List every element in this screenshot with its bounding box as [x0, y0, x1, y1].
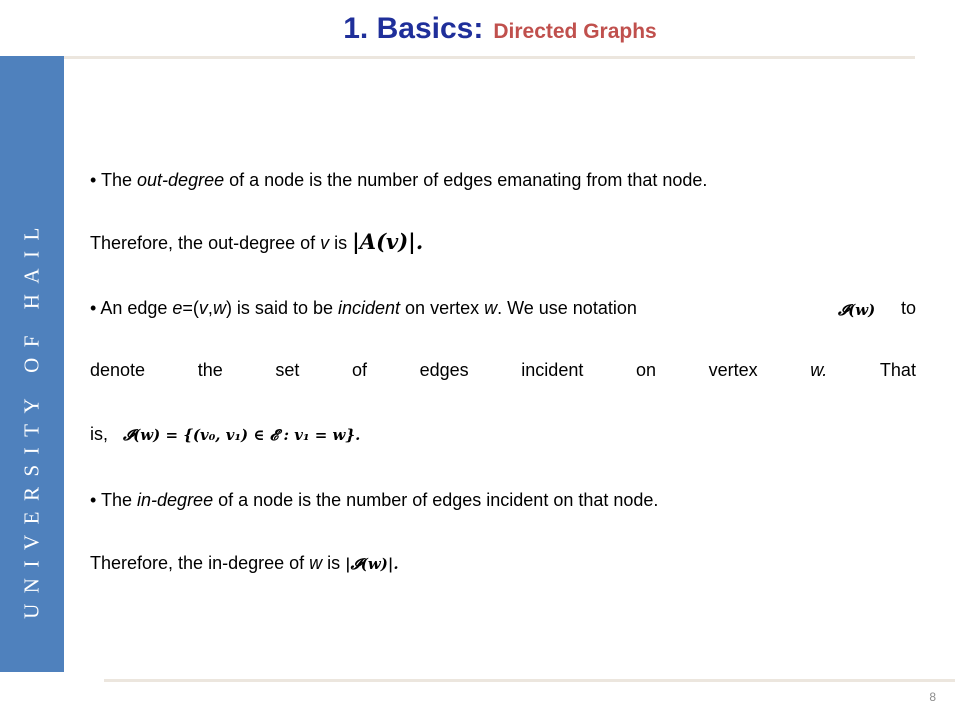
var-v: v	[320, 233, 330, 253]
university-name: UNIVERSITY OF HAIL	[19, 217, 44, 619]
text: of a node is the number of edges emanating from that node.	[224, 170, 708, 190]
justified-word: on	[635, 360, 656, 380]
justified-word: incident	[521, 360, 584, 380]
slide-title	[0, 12, 960, 46]
bullet: •	[90, 298, 97, 318]
paragraph-3-line-1	[90, 487, 916, 513]
text: ,	[207, 298, 213, 318]
top-divider	[64, 56, 915, 59]
paragraph-2-line-1	[90, 295, 916, 321]
justified-word: vertex	[708, 360, 758, 380]
paragraph-2-line-2	[90, 357, 916, 383]
text: . We use notation	[497, 298, 637, 318]
bottom-divider	[104, 679, 955, 682]
var-w: w	[484, 298, 498, 318]
justified-word: the	[197, 360, 223, 380]
text: is,	[90, 424, 108, 444]
formula-in-degree: |𝓘(w)|.	[345, 555, 399, 573]
text: The	[101, 170, 138, 190]
paragraph-3-line-2	[90, 550, 916, 576]
slide-title-sub: Directed Graphs	[493, 20, 657, 43]
justified-word: w.	[810, 360, 828, 380]
notation-incident-set: 𝓘(w)	[838, 301, 876, 319]
page-number: 8	[929, 690, 936, 704]
text: to	[900, 298, 916, 318]
justified-word: That	[879, 360, 916, 380]
var-v: v	[198, 298, 208, 318]
var-w: w	[309, 553, 323, 573]
text: of a node is the number of edges incident on that node.	[213, 490, 659, 510]
text: ) is said to be	[225, 298, 338, 318]
term-in-degree: in-degree	[137, 490, 214, 510]
text: Therefore, the in-degree of	[90, 553, 310, 573]
justified-word: set	[275, 360, 300, 380]
paragraph-2-line-3	[90, 421, 916, 447]
text: is	[329, 233, 353, 253]
justified-word: edges	[419, 360, 469, 380]
justified-word: denote	[90, 360, 146, 380]
var-w: w	[212, 298, 226, 318]
bullet: •	[90, 170, 97, 190]
term-out-degree: out-degree	[137, 170, 225, 190]
bullet: •	[90, 490, 97, 510]
justified-word: of	[351, 360, 367, 380]
text: is	[322, 553, 346, 573]
slide-title-main: 1. Basics:	[343, 12, 484, 45]
paragraph-1-line-2	[90, 229, 916, 255]
paragraph-1-line-1	[90, 167, 916, 193]
text: =(	[182, 298, 199, 318]
formula-incident-set: 𝓘(w) = {(v₀, v₁) ∈ 𝓔 : v₁ = w}.	[123, 426, 361, 444]
text: on vertex	[400, 298, 485, 318]
text: An edge	[100, 298, 173, 318]
text: Therefore, the out-degree of	[90, 233, 321, 253]
text: The	[101, 490, 138, 510]
university-sidebar	[0, 56, 64, 672]
var-e: e	[172, 298, 183, 318]
formula-out-degree: |A(v)|.	[352, 229, 424, 254]
term-incident: incident	[338, 298, 401, 318]
